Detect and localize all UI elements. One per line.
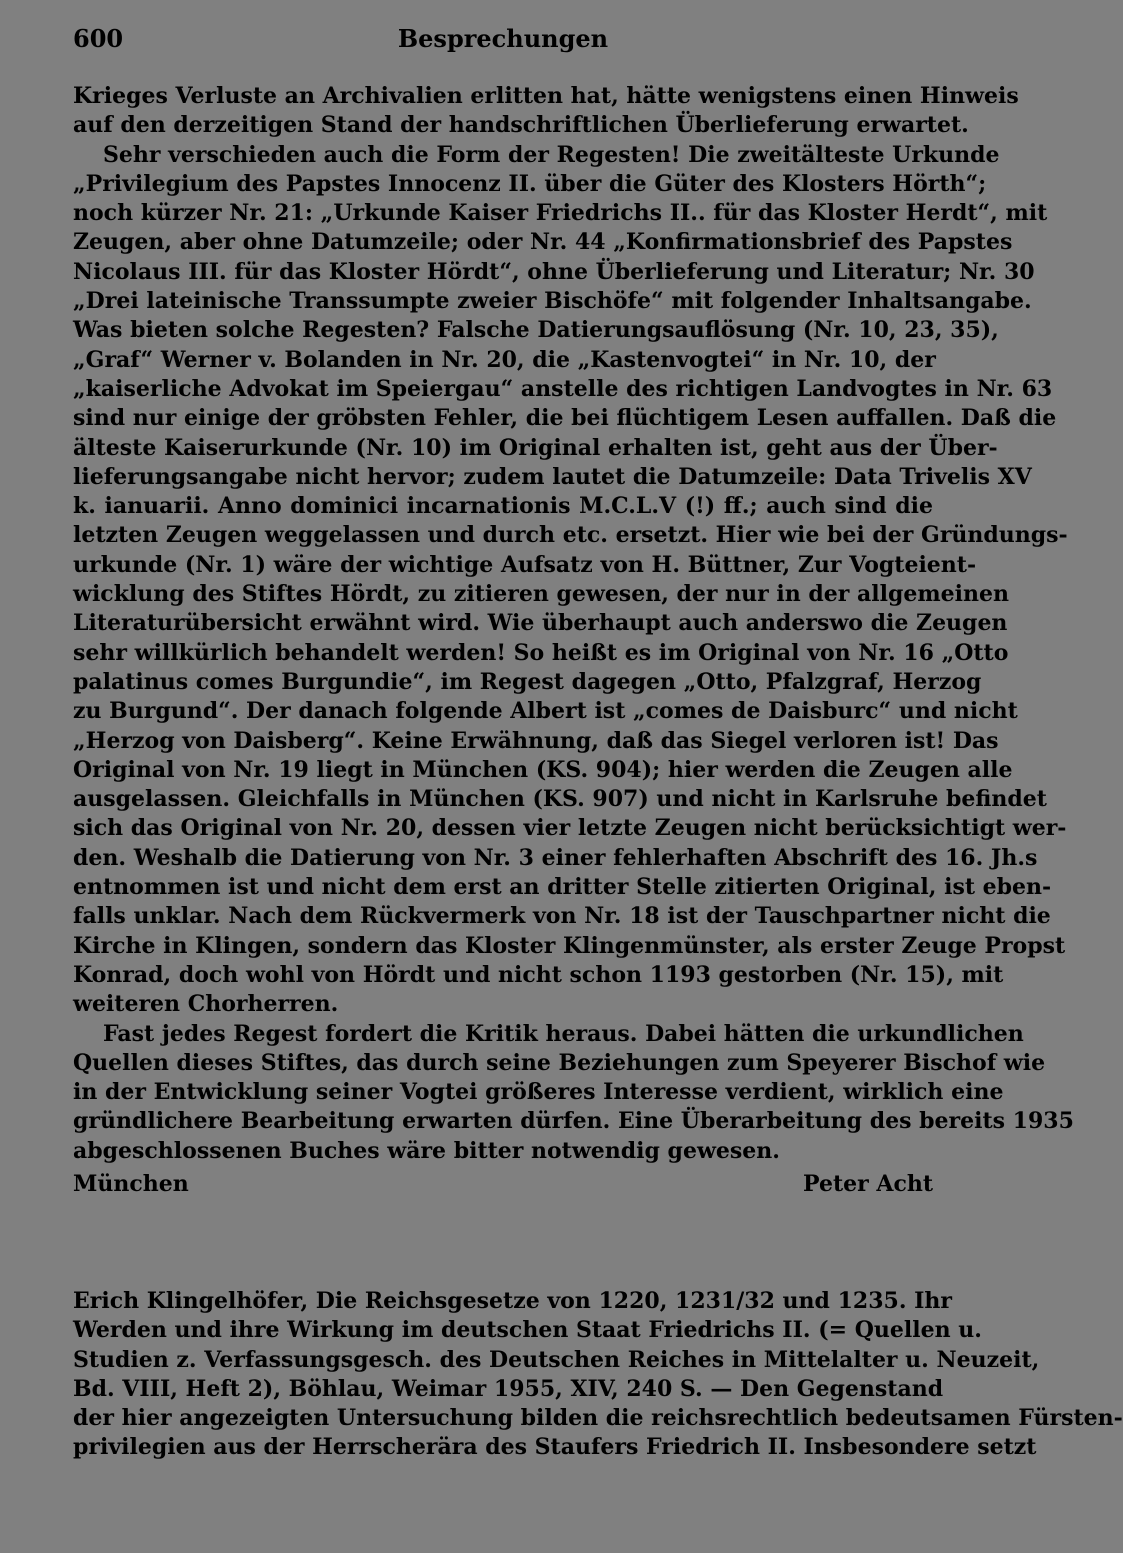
review-signature (73, 1168, 933, 1200)
text-line: Sehr verschieden auch die Form der Regesten! Die zweitälteste Urkunde (103, 141, 1000, 168)
text-line: Original von Nr. 19 liegt in München (KS. 904); hier werden die Zeugen alle (73, 756, 1013, 783)
running-head: Besprechungen (397, 24, 609, 53)
text-line: auf den derzeitigen Stand der handschriftlichen Überlieferung erwartet. (73, 112, 969, 139)
text-line: in der Entwicklung seiner Vogtei größeres Interesse verdient, wirklich eine (73, 1079, 1004, 1106)
text-line: privilegien aus der Herrscherära des Staufers Friedrich II. Insbesondere setzt (73, 1434, 1037, 1461)
text-line: sich das Original von Nr. 20, dessen vier letzte Zeugen nicht berücksichtigt wer- (73, 815, 1067, 842)
text-line: gründlichere Bearbeitung erwarten dürfen. Eine Überarbeitung des bereits 1935 (73, 1108, 1074, 1135)
text-line: sind nur einige der gröbsten Fehler, die bei flüchtigem Lesen auffallen. Daß die (73, 405, 1057, 432)
text-line: Quellen dieses Stiftes, das durch seine Beziehungen zum Speyerer Bischof wie (73, 1049, 1046, 1076)
text-line: Studien z. Verfassungsgesch. des Deutschen Reiches in Mittelalter u. Neuzeit, (73, 1346, 1040, 1373)
text-line: wicklung des Stiftes Hördt, zu zitieren gewesen, der nur in der allgemeinen (73, 581, 1009, 608)
text-line: älteste Kaiserurkunde (Nr. 10) im Original erhalten ist, geht aus der Über- (73, 434, 998, 461)
text-line: urkunde (Nr. 1) wäre der wichtige Aufsatz von H. Büttner, Zur Vogteient- (73, 551, 977, 578)
text-line: „Drei lateinische Transsumpte zweier Bischöfe“ mit folgender Inhaltsangabe. (73, 288, 1032, 315)
text-line: Konrad, doch wohl von Hördt und nicht schon 1193 gestorben (Nr. 15), mit (73, 961, 1004, 988)
text-line: „Herzog von Daisberg“. Keine Erwähnung, daß das Siegel verloren ist! Das (73, 727, 999, 754)
text-line: den. Weshalb die Datierung von Nr. 3 einer fehlerhaften Abschrift des 16. Jh.s (73, 844, 1038, 871)
text-line: palatinus comes Burgundie“, im Regest dagegen „Otto, Pfalzgraf, Herzog (73, 668, 982, 695)
text-line: Fast jedes Regest fordert die Kritik heraus. Dabei hätten die urkundlichen (103, 1020, 1024, 1047)
text-line: noch kürzer Nr. 21: „Urkunde Kaiser Friedrichs II.. für das Kloster Herdt“, mit (73, 200, 1048, 227)
page-header (73, 24, 933, 60)
signature-author: Peter Acht (803, 1170, 933, 1197)
text-line: Nicolaus III. für das Kloster Hördt“, ohne Überlieferung und Literatur; Nr. 30 (73, 258, 1035, 285)
text-line: sehr willkürlich behandelt werden! So heißt es im Original von Nr. 16 „Otto (73, 639, 1009, 666)
new-review (73, 1287, 1123, 1463)
text-line: Krieges Verluste an Archivalien erlitten hat, hätte wenigstens einen Hinweis (73, 83, 1019, 109)
text-line: lieferungsangabe nicht hervor; zudem lautet die Datumzeile: Data Trivelis XV (73, 463, 1032, 490)
text-line: weiteren Chorherren. (73, 991, 339, 1018)
text-line: der hier angezeigten Untersuchung bilden die reichsrechtlich bedeutsamen Fürsten- (73, 1405, 1123, 1432)
review-text-continued (73, 82, 1074, 1200)
text-line: „kaiserliche Advokat im Speiergau“ anstelle des richtigen Landvogtes in Nr. 63 (73, 375, 1053, 402)
text-line: falls unklar. Nach dem Rückvermerk von Nr. 18 ist der Tauschpartner nicht die (73, 903, 1051, 930)
text-line: „Privilegium des Papstes Innocenz II. über die Güter des Klosters Hörth“; (73, 170, 987, 197)
signature-place: München (73, 1170, 189, 1197)
text-line: Literaturübersicht erwähnt wird. Wie überhaupt auch anderswo die Zeugen (73, 610, 1008, 637)
text-line: Zeugen, aber ohne Datumzeile; oder Nr. 44 „Konfirmationsbrief des Papstes (73, 229, 1013, 256)
page-number: 600 (73, 24, 124, 53)
text-line: letzten Zeugen weggelassen und durch etc. ersetzt. Hier wie bei der Gründungs- (73, 522, 1068, 549)
text-line: Werden und ihre Wirkung im deutschen Staat Friedrichs II. (= Quellen u. (73, 1317, 982, 1344)
text-line: Bd. VIII, Heft 2), Böhlau, Weimar 1955, XIV, 240 S. — Den Gegenstand (73, 1375, 944, 1402)
text-line: „Graf“ Werner v. Bolanden in Nr. 20, die „Kastenvogtei“ in Nr. 10, der (73, 346, 936, 373)
text-line: entnommen ist und nicht dem erst an dritter Stelle zitierten Original, ist eben- (73, 874, 1052, 901)
text-line: abgeschlossenen Buches wäre bitter notwendig gewesen. (73, 1137, 780, 1164)
text-line: ausgelassen. Gleichfalls in München (KS. 907) und nicht in Karlsruhe befindet (73, 786, 1047, 813)
text-line: k. ianuarii. Anno dominici incarnationis M.C.L.V (!) ff.; auch sind die (73, 493, 933, 520)
text-line: Was bieten solche Regesten? Falsche Datierungsauflösung (Nr. 10, 23, 35), (73, 317, 999, 344)
text-line: Kirche in Klingen, sondern das Kloster Klingenmünster, als erster Zeuge Propst (73, 932, 1066, 959)
text-line: Erich Klingelhöfer, Die Reichsgesetze von 1220, 1231/32 und 1235. Ihr (73, 1288, 953, 1314)
text-line: zu Burgund“. Der danach folgende Albert ist „comes de Daisburc“ und nicht (73, 698, 1018, 725)
